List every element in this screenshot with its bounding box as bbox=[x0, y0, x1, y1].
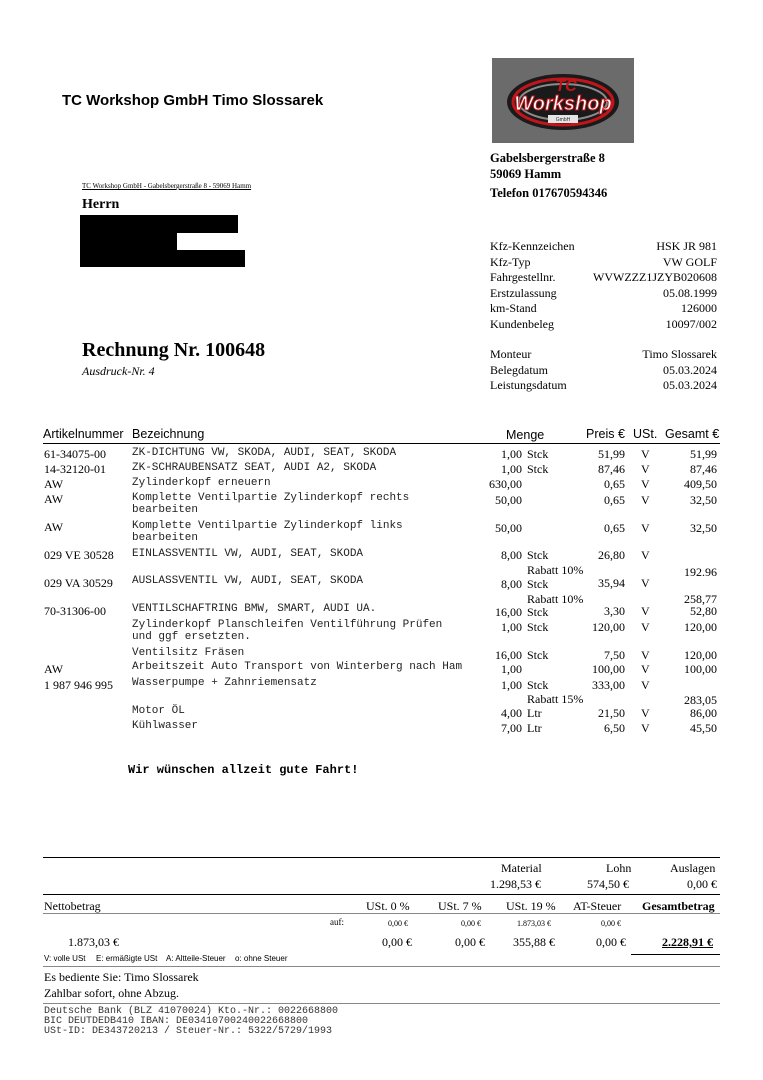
vehicle-label: km-Stand bbox=[490, 301, 537, 315]
lohn-label: Lohn bbox=[606, 861, 632, 875]
served-by: Es bediente Sie: Timo Slossarek bbox=[44, 970, 199, 984]
row-article: 70-31306-00 bbox=[44, 604, 106, 618]
row-total: 32,50 bbox=[690, 521, 717, 535]
legend-item: V: volle USt bbox=[44, 954, 86, 963]
row-price: 7,50 bbox=[604, 648, 625, 662]
row-vat: V bbox=[641, 576, 650, 590]
row-quantity: 4,00 bbox=[501, 706, 522, 720]
row-description: Wasserpumpe + Zahnriemensatz bbox=[132, 677, 317, 689]
row-quantity: 630,00 bbox=[489, 477, 522, 491]
row-discount: Rabatt 15% bbox=[527, 692, 584, 706]
greeting: Wir wünschen allzeit gute Fahrt! bbox=[128, 763, 359, 777]
row-total: 409,50 bbox=[684, 477, 717, 491]
row-unit: Ltr bbox=[527, 706, 542, 720]
header-quantity: Menge bbox=[506, 428, 545, 442]
row-description: Zylinderkopf erneuern bbox=[132, 477, 271, 489]
svg-text:Workshop: Workshop bbox=[514, 93, 612, 115]
redacted-name bbox=[80, 215, 238, 233]
material-value: 1.298,53 € bbox=[490, 877, 541, 891]
ust7-value: 0,00 € bbox=[455, 935, 485, 949]
legend-divider bbox=[43, 966, 720, 967]
row-unit: Stck bbox=[527, 548, 549, 562]
row-article: 61-34075-00 bbox=[44, 447, 106, 461]
row-vat: V bbox=[641, 548, 650, 562]
company-name: TC Workshop GmbH Timo Slossarek bbox=[62, 92, 324, 109]
vehicle-value: 10097/002 bbox=[665, 317, 717, 331]
redacted-city bbox=[80, 250, 245, 267]
invoice-subtitle: Ausdruck-Nr. 4 bbox=[82, 364, 155, 378]
row-vat: V bbox=[641, 447, 650, 461]
row-price: 0,65 bbox=[604, 493, 625, 507]
header-description: Bezeichnung bbox=[132, 427, 205, 441]
base-19: 1.873,03 € bbox=[517, 919, 551, 928]
ust7-label: USt. 7 % bbox=[438, 899, 482, 913]
row-description-cont: bearbeiten bbox=[132, 504, 199, 516]
bank-line: Deutsche Bank (BLZ 41070024) Kto.-Nr.: 0022668800 bbox=[44, 1006, 339, 1017]
meta-value: 05.03.2024 bbox=[663, 363, 717, 377]
recipient-salutation: Herrn bbox=[82, 197, 120, 212]
row-article: 1 987 946 995 bbox=[44, 678, 113, 692]
address-phone: Telefon 017670594346 bbox=[490, 186, 608, 200]
row-quantity: 50,00 bbox=[495, 493, 522, 507]
vehicle-label: Kfz-Typ bbox=[490, 255, 531, 269]
vehicle-value: 126000 bbox=[681, 301, 717, 315]
row-article: AW bbox=[44, 520, 64, 534]
ust0-label: USt. 0 % bbox=[366, 899, 410, 913]
lohn-value: 574,50 € bbox=[587, 877, 629, 891]
row-price: 0,65 bbox=[604, 477, 625, 491]
row-description: EINLASSVENTIL VW, AUDI, SEAT, SKODA bbox=[132, 548, 364, 560]
row-quantity: 1,00 bbox=[501, 462, 522, 476]
ust19-value: 355,88 € bbox=[513, 935, 555, 949]
row-price: 51,99 bbox=[598, 447, 625, 461]
row-description-cont: und ggf ersetzten. bbox=[132, 631, 251, 643]
row-price: 100,00 bbox=[592, 662, 625, 676]
bank-line: USt-ID: DE343720213 / Steuer-Nr.: 5322/5729/1993 bbox=[44, 1026, 333, 1037]
row-total: 45,50 bbox=[690, 721, 717, 735]
netto-value: 1.873,03 € bbox=[68, 935, 119, 949]
row-unit: Stck bbox=[527, 605, 549, 619]
row-total: 87,46 bbox=[690, 462, 717, 476]
row-vat: V bbox=[641, 521, 650, 535]
redacted-street bbox=[80, 233, 177, 250]
row-description: Zylinderkopf Planschleifen Ventilführung Prüfen bbox=[132, 619, 443, 631]
row-quantity: 8,00 bbox=[501, 577, 522, 591]
row-unit: Stck bbox=[527, 620, 549, 634]
row-description: Komplette Ventilpartie Zylinderkopf rechts bbox=[132, 492, 410, 504]
row-quantity: 1,00 bbox=[501, 662, 522, 676]
vehicle-value: 05.08.1999 bbox=[663, 286, 717, 300]
header-divider bbox=[43, 443, 720, 444]
row-quantity: 7,00 bbox=[501, 721, 522, 735]
tax-divider bbox=[43, 913, 720, 914]
row-vat: V bbox=[641, 493, 650, 507]
footer-divider bbox=[43, 1003, 720, 1004]
row-unit: Stck bbox=[527, 447, 549, 461]
gesamtbetrag-label: Gesamtbetrag bbox=[642, 899, 715, 913]
row-vat: V bbox=[641, 620, 650, 634]
totals-mid-divider bbox=[43, 894, 720, 895]
vehicle-value: WVWZZZ1JZYB020608 bbox=[593, 270, 717, 284]
auf-label: auf: bbox=[330, 917, 344, 927]
row-vat: V bbox=[641, 462, 650, 476]
row-discount-total: 258,77 bbox=[684, 592, 717, 606]
row-quantity: 16,00 bbox=[495, 648, 522, 662]
bank-line: BIC DEUTDEDB410 IBAN: DE03410700240022668800 bbox=[44, 1016, 309, 1027]
row-article: 029 VA 30529 bbox=[44, 576, 113, 590]
row-description: Kühlwasser bbox=[132, 720, 199, 732]
row-price: 26,80 bbox=[598, 548, 625, 562]
meta-value: 05.03.2024 bbox=[663, 378, 717, 392]
meta-label: Leistungsdatum bbox=[490, 378, 567, 392]
row-article: 14-32120-01 bbox=[44, 462, 106, 476]
row-quantity: 50,00 bbox=[495, 521, 522, 535]
svg-text:GmbH: GmbH bbox=[555, 117, 571, 123]
row-total: 100,00 bbox=[684, 662, 717, 676]
base-0: 0,00 € bbox=[388, 919, 408, 928]
header-article: Artikelnummer bbox=[43, 427, 124, 441]
row-description: Komplette Ventilpartie Zylinderkopf links bbox=[132, 520, 403, 532]
header-price: Preis € bbox=[586, 427, 625, 441]
row-price: 120,00 bbox=[592, 620, 625, 634]
row-total: 120,00 bbox=[684, 620, 717, 634]
row-description: Arbeitszeit Auto Transport von Winterberg nach Ham bbox=[132, 661, 463, 673]
company-logo bbox=[492, 58, 634, 143]
row-article: AW bbox=[44, 492, 64, 506]
row-quantity: 1,00 bbox=[501, 678, 522, 692]
row-vat: V bbox=[641, 706, 650, 720]
vehicle-label: Kfz-Kennzeichen bbox=[490, 239, 575, 253]
svg-text:TC: TC bbox=[555, 78, 577, 95]
header-vat: USt. bbox=[633, 427, 658, 441]
row-quantity: 16,00 bbox=[495, 605, 522, 619]
row-vat: V bbox=[641, 721, 650, 735]
row-unit: Stck bbox=[527, 462, 549, 476]
invoice-title: Rechnung Nr. 100648 bbox=[82, 339, 266, 361]
row-price: 3,30 bbox=[604, 604, 625, 618]
row-vat: V bbox=[641, 477, 650, 491]
row-vat: V bbox=[641, 678, 650, 692]
address-street: Gabelsbergerstraße 8 bbox=[490, 151, 605, 165]
row-price: 87,46 bbox=[598, 462, 625, 476]
sender-line: TC Workshop GmbH - Gabelsbergerstraße 8 - 59069 Hamm bbox=[82, 182, 252, 190]
workshop-logo-icon bbox=[492, 58, 634, 143]
legend-item: E: ermäßigte USt bbox=[96, 954, 158, 963]
row-vat: V bbox=[641, 604, 650, 618]
total-double-underline bbox=[631, 954, 720, 955]
ust19-label: USt. 19 % bbox=[506, 899, 556, 913]
vehicle-label: Erstzulassung bbox=[490, 286, 557, 300]
row-vat: V bbox=[641, 648, 650, 662]
row-price: 333,00 bbox=[592, 678, 625, 692]
base-7: 0,00 € bbox=[461, 919, 481, 928]
row-discount: Rabatt 10% bbox=[527, 563, 584, 577]
row-price: 21,50 bbox=[598, 706, 625, 720]
address-city: 59069 Hamm bbox=[490, 167, 562, 181]
ust0-value: 0,00 € bbox=[382, 935, 412, 949]
row-total: 32,50 bbox=[690, 493, 717, 507]
row-discount: Rabatt 10% bbox=[527, 592, 584, 606]
row-price: 6,50 bbox=[604, 721, 625, 735]
legend-item: o: ohne Steuer bbox=[235, 954, 288, 963]
meta-label: Monteur bbox=[490, 347, 532, 361]
totals-top-divider bbox=[43, 857, 720, 858]
meta-label: Belegdatum bbox=[490, 363, 548, 377]
row-description: ZK-SCHRAUBENSATZ SEAT, AUDI A2, SKODA bbox=[132, 462, 377, 474]
row-price: 35,94 bbox=[598, 576, 625, 590]
row-description: AUSLASSVENTIL VW, AUDI, SEAT, SKODA bbox=[132, 575, 364, 587]
meta-value: Timo Slossarek bbox=[642, 347, 717, 361]
row-article: 029 VE 30528 bbox=[44, 548, 114, 562]
row-description-cont: bearbeiten bbox=[132, 532, 199, 544]
netto-label: Nettobetrag bbox=[44, 899, 101, 913]
legend-item: A: Altteile-Steuer bbox=[166, 954, 226, 963]
row-unit: Ltr bbox=[527, 721, 542, 735]
gesamtbetrag-value: 2.228,91 € bbox=[662, 935, 713, 949]
material-label: Material bbox=[501, 861, 542, 875]
row-description: Motor ÖL bbox=[132, 705, 185, 717]
row-quantity: 1,00 bbox=[501, 447, 522, 461]
vehicle-label: Kundenbeleg bbox=[490, 317, 554, 331]
row-unit: Stck bbox=[527, 577, 549, 591]
row-description: ZK-DICHTUNG VW, SKODA, AUDI, SEAT, SKODA bbox=[132, 447, 397, 459]
row-total: 51,99 bbox=[690, 447, 717, 461]
row-description: Ventilsitz Fräsen bbox=[132, 647, 245, 659]
row-article: AW bbox=[44, 477, 64, 491]
row-discount-total: 283,05 bbox=[684, 693, 717, 707]
auslagen-value: 0,00 € bbox=[687, 877, 717, 891]
row-total: 120,00 bbox=[684, 648, 717, 662]
row-description: VENTILSCHAFTRING BMW, SMART, AUDI UA. bbox=[132, 603, 377, 615]
base-at: 0,00 € bbox=[601, 919, 621, 928]
row-quantity: 1,00 bbox=[501, 620, 522, 634]
payment-terms: Zahlbar sofort, ohne Abzug. bbox=[44, 986, 179, 1000]
vehicle-value: HSK JR 981 bbox=[656, 239, 717, 253]
row-price: 0,65 bbox=[604, 521, 625, 535]
at-value: 0,00 € bbox=[596, 935, 626, 949]
row-total: 52,80 bbox=[690, 604, 717, 618]
header-total: Gesamt € bbox=[665, 427, 720, 441]
row-unit: Stck bbox=[527, 648, 549, 662]
row-vat: V bbox=[641, 662, 650, 676]
row-unit: Stck bbox=[527, 678, 549, 692]
row-discount-total: 192.96 bbox=[684, 565, 717, 579]
row-quantity: 8,00 bbox=[501, 548, 522, 562]
row-total: 86,00 bbox=[690, 706, 717, 720]
vehicle-value: VW GOLF bbox=[662, 255, 717, 269]
at-steuer-label: AT-Steuer bbox=[573, 899, 622, 913]
vehicle-label: Fahrgestellnr. bbox=[490, 270, 556, 284]
auslagen-label: Auslagen bbox=[670, 861, 716, 875]
row-article: AW bbox=[44, 662, 64, 676]
